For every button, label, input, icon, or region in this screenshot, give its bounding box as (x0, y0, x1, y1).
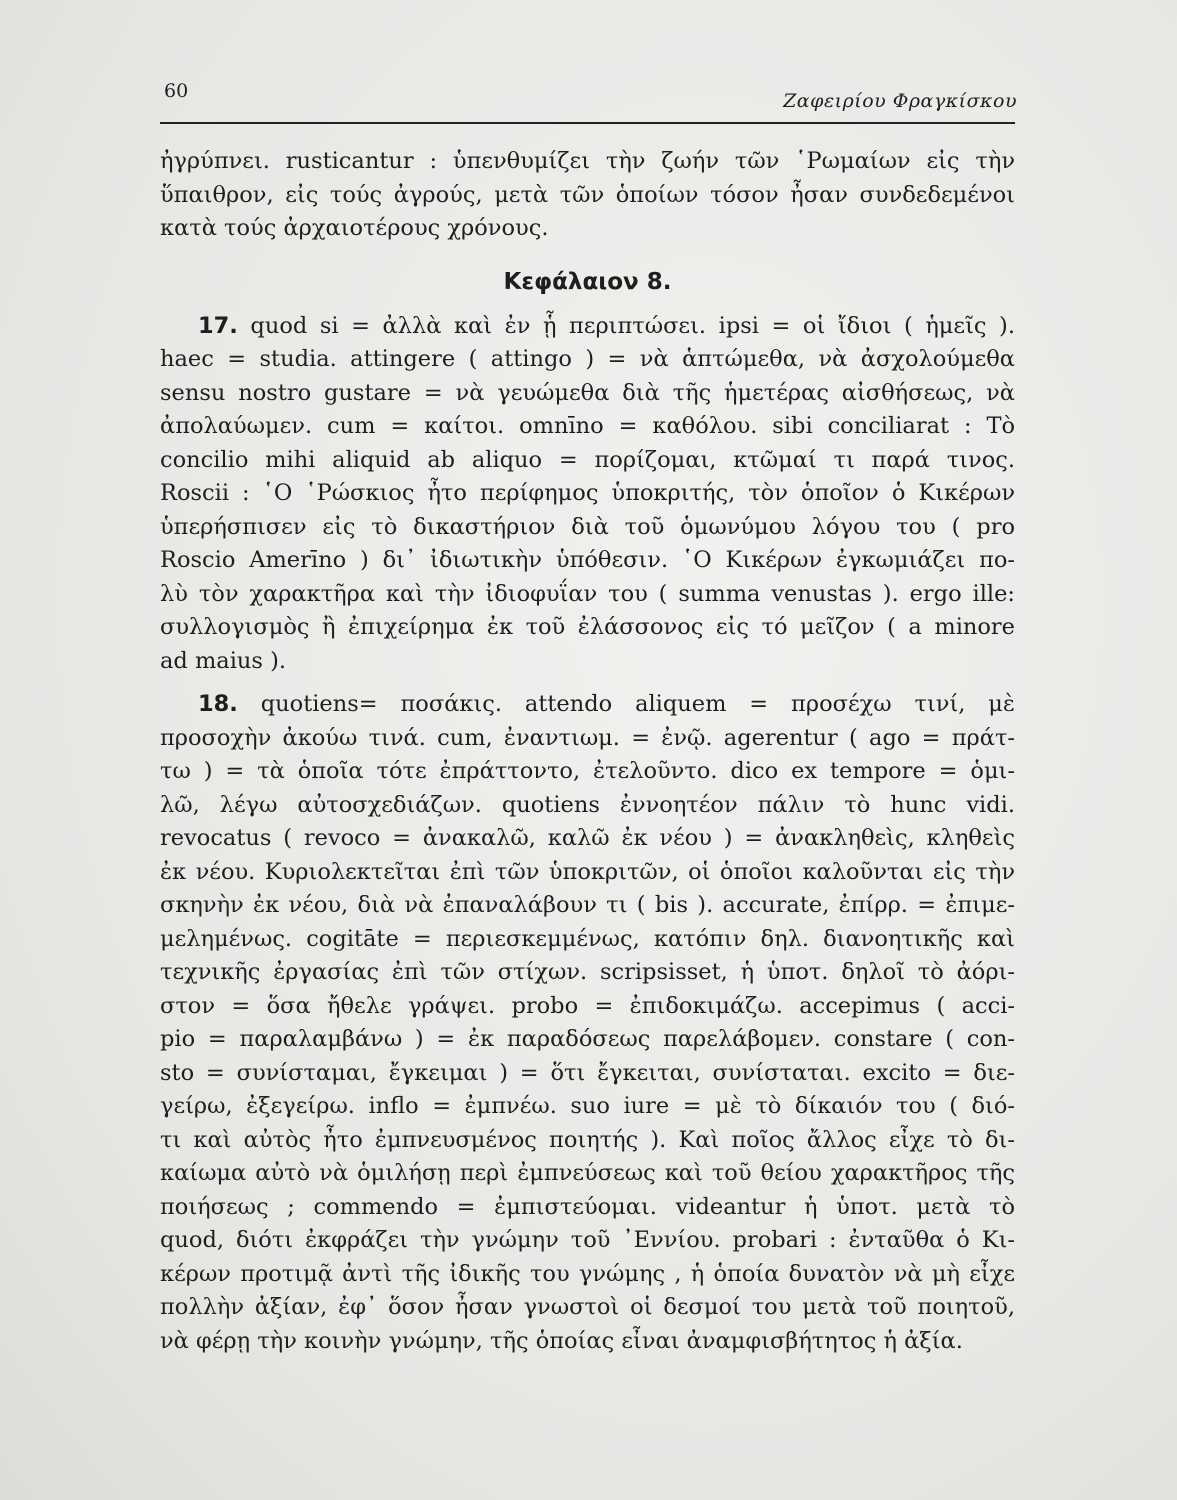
line-text: νὰ φέρῃ τὴν κοινὴν γνώμην, τῆς ὁποίας εἶναι ἀναμφισβήτητος ἡ ἀξία. (160, 1327, 963, 1354)
line-text: σκηνὴν ἐκ νέου, διὰ νὰ ἐπαναλάβουν τι ( bis ). accurate, ἐπίρρ. = ἐπιμε- (160, 892, 1015, 918)
line-text: Roscii : ῾Ο ῾Ρώσκιος ἦτο περίφημος ὑποκριτής, τὸν ὁποῖον ὁ Κικέρων (160, 480, 1015, 506)
text-line (160, 1057, 1015, 1091)
text-line (160, 1224, 1015, 1258)
line-text: στον = ὅσα ἤθελε γράψει. probo = ἐπιδοκιμάζω. accepimus ( acci- (160, 992, 1015, 1019)
line-text: quod, διότι ἐκφράζει τὴν γνώμην τοῦ ᾿Εννίου. probari : ἐνταῦθα ὁ Κι- (160, 1227, 1015, 1253)
line-text: sto = συνίσταμαι, ἔγκειμαι ) = ὅτι ἔγκειται, συνίσταται. excito = διε- (160, 1059, 1015, 1086)
text-line (160, 343, 1015, 377)
text-line (160, 789, 1015, 823)
text-line (160, 1124, 1015, 1158)
line-text: Roscio Amerīno ) δι᾿ ἰδιωτικὴν ὑπόθεσιν. ῾Ο Κικέρων ἐγκωμιάζει πο- (160, 547, 1015, 573)
line-text: ποιήσεως ; commendo = ἐμπιστεύομαι. videantur ἡ ὑποτ. μετὰ τὸ (160, 1193, 1015, 1220)
line-text: τω ) = τὰ ὁποῖα τότε ἐπράττοντο, ἐτελοῦντο. dico ex tempore = ὁμι- (160, 758, 1015, 784)
page-number: 60 (164, 80, 189, 102)
text-line (160, 923, 1015, 957)
line-text: τι καὶ αὐτὸς ἦτο ἐμπνευσμένος ποιητής ). Καὶ ποῖος ἄλλος εἶχε τὸ δι- (160, 1126, 1015, 1153)
text-line (160, 1291, 1015, 1325)
line-text: ἐκ νέου. Κυριολεκτεῖται ἐπὶ τῶν ὑποκριτῶν, οἱ ὁποῖοι καλοῦνται εἰς τὴν (160, 858, 1015, 885)
text-line (160, 1191, 1015, 1225)
line-text: quod si = ἀλλὰ καὶ ἐν ᾗ περιπτώσει. ipsi = οἱ ἴδιοι ( ἡμεῖς ). (250, 312, 1015, 339)
text-line (160, 645, 1015, 679)
text-line (160, 544, 1015, 578)
header-rule (160, 122, 1015, 124)
line-text: μελημένως. cogitāte = περιεσκεμμένως, κατόπιν δηλ. διανοητικῆς καὶ (160, 925, 1015, 952)
line-text: κέρων προτιμᾷ ἀντὶ τῆς ἰδικῆς του γνώμης , ἡ ὁποία δυνατὸν νὰ μὴ εἶχε (160, 1260, 1015, 1287)
text-line (160, 310, 1015, 344)
text-line (160, 688, 1015, 722)
line-text: ὑπερήσπισεν εἰς τὸ δικαστήριον διὰ τοῦ ὁμωνύμου λόγου του ( pro (160, 513, 1015, 540)
running-title: Ζαφειρίου Φραγκίσκου (783, 90, 1017, 112)
text-line (160, 1157, 1015, 1191)
line-text: προσοχὴν ἀκούω τινά. cum, ἐναντιωμ. = ἐνῷ. agerentur ( ago = πράτ- (160, 724, 1015, 751)
line-text: haec = studia. attingere ( attingo ) = νὰ ἁπτώμεθα, νὰ ἀσχολούμεθα (160, 346, 1015, 372)
section-17 (160, 310, 1015, 679)
line-text: revocatus ( revoco = ἀνακαλῶ, καλῶ ἐκ νέου ) = ἀνακληθεὶς, κληθεὶς (160, 825, 1015, 851)
text-line (160, 856, 1015, 890)
text-line (160, 722, 1015, 756)
section-number: 18. (198, 691, 238, 717)
line-text: λὺ τὸν χαρακτῆρα καὶ τὴν ἰδιοφυΐαν του ( summa venustas ). ergo ille: (160, 580, 1015, 607)
line-text: καίωμα αὐτὸ νὰ ὁμιλήσῃ περὶ ἐμπνεύσεως καὶ τοῦ θείου χαρακτῆρος τῆς (160, 1160, 1015, 1186)
line-text: quotiens= ποσάκις. attendo aliquem = προσέχω τινί, μὲ (260, 691, 1015, 717)
line-text: ad maius ). (160, 647, 287, 674)
sections (160, 310, 1015, 1359)
text-line (160, 1090, 1015, 1124)
text-line: κατὰ τούς ἀρχαιοτέρους χρόνους. (160, 215, 549, 241)
line-text: concilio mihi aliquid ab aliquo = πορίζομαι, κτῶμαί τι παρά τινος. (160, 446, 1015, 473)
text-line (160, 755, 1015, 789)
text-line (160, 889, 1015, 923)
text-line (160, 477, 1015, 511)
text-line (160, 990, 1015, 1024)
text-line (160, 444, 1015, 478)
chapter-heading: Κεφάλαιον 8. (503, 268, 672, 295)
page-body (160, 145, 1015, 1358)
intro-paragraph (160, 145, 1015, 246)
line-text: pio = παραλαμβάνω ) = ἐκ παραδόσεως παρελάβομεν. constare ( con- (160, 1026, 1015, 1052)
text-line (160, 1325, 1015, 1359)
text-line (160, 377, 1015, 411)
section-18 (160, 678, 1015, 1358)
line-text: πολλὴν ἀξίαν, ἐφ᾿ ὅσον ἦσαν γνωστοὶ οἱ δεσμοί του μετὰ τοῦ ποιητοῦ, (160, 1294, 1015, 1320)
text-line (160, 611, 1015, 645)
line-text: sensu nostro gustare = νὰ γευώμεθα διὰ τῆς ἡμετέρας αἰσθήσεως, νὰ (160, 379, 1015, 406)
line-text: ἀπολαύωμεν. cum = καίτοι. omnīno = καθόλου. sibi conciliarat : Τὸ (160, 413, 1015, 439)
text-line (160, 1023, 1015, 1057)
section-number: 17. (198, 312, 238, 339)
text-line (160, 822, 1015, 856)
text-line (160, 1258, 1015, 1292)
text-line (160, 410, 1015, 444)
text-line (160, 956, 1015, 990)
text-line (160, 578, 1015, 612)
text-line: ἠγρύπνει. rusticantur : ὑπενθυμίζει τὴν ζωήν τῶν ῾Ρωμαίων εἰς τὴν (160, 148, 1015, 174)
text-line: ὕπαιθρον, εἰς τούς ἀγρούς, μετὰ τῶν ὁποίων τόσον ἦσαν συνδεδεμένοι (160, 181, 1015, 208)
line-text: λῶ, λέγω αὐτοσχεδιάζων. quotiens ἐννοητέον πάλιν τὸ hunc vidi. (160, 791, 1015, 818)
text-line (160, 511, 1015, 545)
line-text: τεχνικῆς ἐργασίας ἐπὶ τῶν στίχων. scripsisset, ἡ ὑποτ. δηλοῖ τὸ ἀόρι- (160, 959, 1015, 985)
line-text: γείρω, ἐξεγείρω. inflo = ἐμπνέω. suo iure = μὲ τὸ δίκαιόν του ( διό- (160, 1093, 1015, 1119)
line-text: συλλογισμὸς ἢ ἐπιχείρημα ἐκ τοῦ ἐλάσσονος εἰς τό μεῖζον ( a minore (160, 614, 1015, 640)
